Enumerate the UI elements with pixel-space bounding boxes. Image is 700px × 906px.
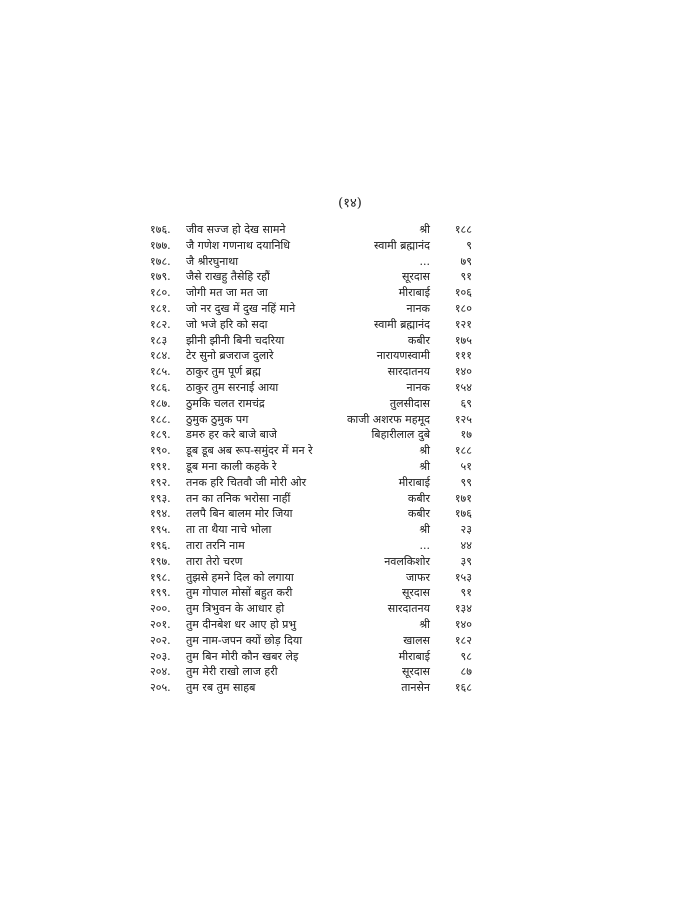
entry-number: १७८. [150,254,171,268]
entry-title: तारा तेरो चरण [186,554,243,568]
entry-number: १७९. [150,270,171,284]
index-entry [150,554,474,570]
entry-page: १११ [454,349,472,363]
entry-title: तुझसे हमने दिल को लगाया [186,570,294,584]
index-entry [150,238,474,254]
index-entry [150,301,474,317]
entry-author: नानक [406,380,430,394]
entry-number: १९०. [150,444,171,458]
entry-title: जोगी मत जा मत जा [186,286,268,300]
entry-author: ... [419,538,430,552]
index-entry [150,649,474,665]
index-entry [150,254,474,270]
index-entry [150,538,474,554]
entry-number: १७७. [150,238,171,252]
entry-title: तुम गोपाल मोसों बहुत करी [186,586,293,600]
entry-number: १८७. [150,396,171,410]
index-entry [150,269,474,285]
entry-title: तुम रब तुम साहब [186,681,256,695]
entry-title: ठुमकि चलत रामचंद्र [186,396,265,410]
entry-page: ४४ [460,538,472,552]
entry-title: ता ता थैया नाचे भोला [186,523,272,537]
entry-page: १७१ [454,491,472,505]
index-entry [150,491,474,507]
index-entry [150,317,474,333]
entry-number: १९९. [150,586,171,600]
index-entry [150,680,474,696]
entry-author: मीराबाई [398,286,430,300]
index-entry [150,285,474,301]
page-number: (१४) [338,196,362,211]
index-entry [150,585,474,601]
entry-number: २००. [150,602,171,616]
entry-page: ७९ [460,254,472,268]
index-entry [150,601,474,617]
entry-number: १९६. [150,538,171,552]
entry-title: झीनी झीनी बिनी चदरिया [186,333,285,347]
entry-page: ८७ [460,665,472,679]
entry-title: तुम नाम-जपन क्यों छोड़ दिया [186,633,303,647]
index-entry [150,427,474,443]
entry-title: टेर सुनो ब्रजराज दुलारे [186,349,274,363]
index-entry [150,506,474,522]
entry-page: १८० [454,301,472,315]
entry-title: ठुमुक ठुमुक पग [186,412,249,426]
index-entry [150,522,474,538]
entry-number: १९१. [150,459,171,473]
entry-author: स्वामी ब्रह्मानंद [373,317,430,331]
entry-author: बिहारीलाल दुबे [371,428,430,442]
entry-title: जो नर दुख में दुख नहिं माने [186,301,296,315]
entry-page: ९१ [460,270,472,284]
entry-number: २०५. [150,681,171,695]
entry-author: तानसेन [401,681,430,695]
entry-title: जै श्रीरघुनाथा [186,254,239,268]
entry-title: डूब डूब अब रूप-समुंदर में मन रे [186,444,313,458]
entry-title: जो भजे हरि को सदा [186,317,268,331]
entry-author: सूरदास [401,270,430,284]
entry-number: १८५. [150,365,171,379]
index-entry [150,380,474,396]
index-entry [150,412,474,428]
entry-author: मीराबाई [398,475,430,489]
entry-author: सूरदास [401,586,430,600]
entry-page: १८८ [454,223,472,236]
entry-page: ९८ [460,649,472,663]
index-entry [150,570,474,586]
entry-author: कबीर [407,507,430,521]
entry-author: खालस [403,633,430,647]
entry-title: तारा तरनि नाम [186,538,245,552]
entry-page: १८२ [454,633,472,647]
index-entry [150,633,474,649]
entry-number: २०१. [150,617,171,631]
entry-author: सारदातनय [387,602,430,616]
entry-title: तन का तनिक भरोसा नाहीं [186,491,291,505]
entry-page: १२५ [454,412,472,426]
song-index [150,222,474,696]
entry-author: श्री [419,523,430,537]
entry-author: श्री [419,444,430,458]
entry-title: ठाकुर तुम पूर्ण ब्रह्म [186,365,261,379]
entry-author: नानक [406,301,430,315]
entry-number: १८६. [150,380,171,394]
entry-page: १४० [454,617,472,631]
entry-author: सारदातनय [387,365,430,379]
entry-page: ५१ [460,459,472,473]
entry-author: तुलसीदास [389,396,430,410]
entry-title: तनक हरि चितवौ जी मोरी ओर [186,475,307,489]
index-entry [150,396,474,412]
entry-page: १७ [460,428,472,442]
entry-number: १९८. [150,570,171,584]
entry-number: १८१. [150,301,171,315]
index-entry [150,333,474,349]
entry-number: १८०. [150,286,171,300]
entry-number: १९५. [150,523,171,537]
entry-title: तुम बिन मोरी कौन खबर लेइ [186,649,299,663]
index-entry [150,443,474,459]
entry-author: काजी अशरफ महमूद [346,412,430,426]
entry-number: २०३. [150,649,171,663]
entry-title: जीव सज्ज हो देख सामने [186,223,286,236]
entry-author: कबीर [407,491,430,505]
index-entry [150,459,474,475]
entry-author: कबीर [407,333,430,347]
entry-title: तुम दीनबेश धर आए हो प्रभु [186,617,297,631]
entry-page: १०६ [454,286,472,300]
index-entry [150,348,474,364]
entry-number: १८९. [150,428,171,442]
entry-author: स्वामी ब्रह्मानंद [373,238,430,252]
entry-author: जाफर [406,570,430,584]
entry-title: जै गणेश गणनाथ दयानिधि [186,238,291,252]
entry-page: १७५ [454,333,472,347]
entry-title: डमरु हर करे बाजे बाजे [186,428,277,442]
entry-author: सूरदास [401,665,430,679]
entry-author: नवलकिशोर [384,554,430,568]
entry-title: जैसे राखहु तैसेहि रहौं [186,270,270,284]
entry-author: मीराबाई [398,649,430,663]
index-entry [150,475,474,491]
entry-number: १९४. [150,507,171,521]
entry-page: १७६ [454,507,472,521]
entry-page: १८८ [454,444,472,458]
entry-page: १६८ [454,681,472,695]
entry-page: २३ [460,523,472,537]
entry-page: १२१ [454,317,472,331]
entry-number: १८३ [150,333,168,347]
index-entry [150,364,474,380]
entry-page: १३४ [454,602,472,616]
entry-title: तलपै बिन बालम मोर जिया [186,507,293,521]
entry-number: १७६. [150,223,171,236]
entry-page: ६९ [460,396,472,410]
entry-page: १४० [454,365,472,379]
entry-number: १९२. [150,475,171,489]
entry-number: १९३. [150,491,171,505]
entry-page: १५४ [454,380,472,394]
entry-title: तुम त्रिभुवन के आधार हो [186,602,285,616]
entry-author: नारायणस्वामी [376,349,430,363]
entry-author: ... [419,254,430,268]
index-entry [150,617,474,633]
entry-number: २०४. [150,665,171,679]
entry-number: १८८. [150,412,171,426]
entry-title: तुम मेरी राखो लाज हरी [186,665,278,679]
entry-number: १८४. [150,349,171,363]
index-entry [150,222,474,238]
entry-author: श्री [419,223,430,236]
entry-title: ठाकुर तुम सरनाई आया [186,380,279,394]
entry-author: श्री [419,459,430,473]
entry-page: १५३ [454,570,472,584]
entry-number: २०२. [150,633,171,647]
entry-number: १९७. [150,554,171,568]
entry-page: ३९ [460,554,472,568]
index-entry [150,664,474,680]
entry-author: श्री [419,617,430,631]
entry-page: ९ [466,238,472,252]
entry-number: १८२. [150,317,171,331]
entry-title: डूब मना काली कहके रे [186,459,277,473]
entry-page: ९९ [460,475,472,489]
entry-page: ९१ [460,586,472,600]
